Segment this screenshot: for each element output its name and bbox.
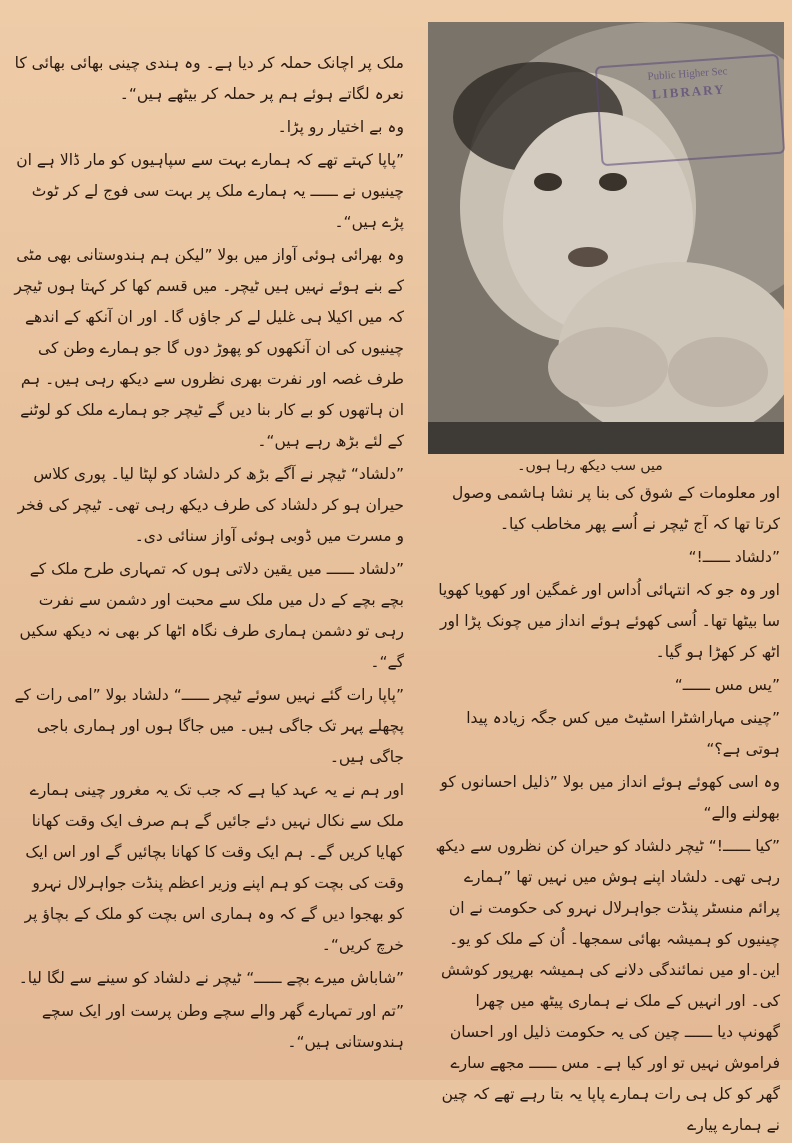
paragraph: اور وہ جو کہ انتہائی اُداس اور غمگین اور کھویا کھویا سا بیٹھا تھا۔ اُسی کھوئے ہوئے انداز میں چونک پڑا اور اٹھ کر کھڑا ہو گیا۔ xyxy=(438,581,780,661)
paragraph: وہ اسی کھوئے ہوئے انداز میں بولا ”ذلیل احسانوں کو بھولنے والے“ xyxy=(440,773,780,822)
paragraph: وہ بے اختیار رو پڑا۔ xyxy=(277,118,404,136)
right-text-column xyxy=(432,478,780,1143)
paragraph: ”چینی مہاراشٹرا اسٹیٹ میں کس جگہ زیادہ پیدا ہوتی ہے؟“ xyxy=(466,709,780,758)
paragraph: ”کیا ــــــ!“ ٹیچر دلشاد کو حیران کن نظروں سے دیکھ رہی تھی۔ دلشاد اپنے ہوش میں نہیں تھا ”ہمارے پرائم منسٹر پنڈت جواہرلال نہرو کی حکومت نے ان چینیوں کو ہمیشہ بھائی سمجھا۔ اُن کے ملک کو یو۔این۔او میں نمائندگی دلانے کی ہمیشہ بھرپور کوشش کی۔ اور انہیں کے ملک نے ہماری پیٹھ میں چھرا گھونپ دیا ــــــ چین کی یہ حکومت ذلیل اور احسان فراموش نہیں تو اور کیا ہے۔ مس ــــــ مجھے سارے گھر کو کل ہی رات ہمارے پاپا یہ بتا رہے تھے کہ چین نے ہمارے پیارے xyxy=(435,837,780,1134)
paragraph: ”یس مس ــــــ“ xyxy=(674,676,780,694)
library-stamp xyxy=(595,54,786,167)
left-text-column xyxy=(14,48,404,1060)
stamp-text: Public Higher Sec xyxy=(647,65,728,83)
paragraph: ”دلشاد ــــــ!“ xyxy=(688,548,780,566)
paragraph: ”تم اور تمہارے گھر والے سچے وطن پرست اور ایک سچے ہندوستانی ہیں“۔ xyxy=(41,1002,404,1051)
paragraph: ”پاپا رات گئے نہیں سوئے ٹیچر ــــــ“ دلشاد بولا ”امی رات کے پچھلے پہر تک جاگی ہیں۔ میں جاگا ہوں اور ہماری باجی جاگی ہیں۔ xyxy=(14,686,404,766)
paragraph: ”شاباش میرے بچے ــــــ“ ٹیچر نے دلشاد کو سینے سے لگا لیا۔ xyxy=(18,969,404,987)
paragraph: ملک پر اچانک حملہ کر دیا ہے۔ وہ ہندی چینی بھائی بھائی کا نعرہ لگاتے ہوئے ہم پر حملہ کر بیٹھے ہیں“۔ xyxy=(14,54,404,103)
paragraph: ”دلشاد“ ٹیچر نے آگے بڑھ کر دلشاد کو لپٹا لیا۔ پوری کلاس حیران ہو کر دلشاد کی طرف دیکھ رہی تھی۔ ٹیچر کی فخر و مسرت میں ڈوبی ہوئی آواز سنائی دی۔ xyxy=(17,465,404,545)
paragraph: وہ بھرائی ہوئی آواز میں بولا ”لیکن ہم ہندوستانی بھی مٹی کے بنے ہوئے نہیں ہیں ٹیچر۔ میں قسم کھا کر کہتا ہوں ٹیچر کہ میں اکیلا ہی غلیل لے کر جاؤں گا۔ اور ان آنکھ کے اندھے چینیوں کی ان آنکھوں کو پھوڑ دوں گا جو ہمارے وطن کی طرف غصہ اور نفرت بھری نظروں سے دیکھ رہی ہیں۔ ہم ان ہاتھوں کو بے کار بنا دیں گے ٹیچر جو ہمارے ملک کو لوٹنے کے لئے بڑھ رہے ہیں“۔ xyxy=(14,246,404,450)
paragraph: اور ہم نے یہ عہد کیا ہے کہ جب تک یہ مغرور چینی ہمارے ملک سے نکال نہیں دئے جائیں گے ہم صرف ایک وقت کھانا کھایا کریں گے۔ ہم ایک وقت کا کھانا بچائیں گے اور اس ایک وقت کی بچت کو ہم اپنے وزیر اعظم پنڈت جواہرلال نہرو کو بھجوا دیں گے کہ وہ ہماری اس بچت کو ملک کے بچاؤ پر خرچ کریں“۔ xyxy=(24,781,404,954)
paragraph: ”پاپا کہتے تھے کہ ہمارے بہت سے سپاہیوں کو مار ڈالا ہے ان چینیوں نے ــــــ یہ ہمارے ملک پر بہت سی فوج لے کر ٹوٹ پڑے ہیں“۔ xyxy=(16,151,404,231)
paragraph: ”دلشاد ــــــ میں یقین دلاتی ہوں کہ تمہاری طرح ملک کے بچے بچے کے دل میں ملک سے محبت اور دشمن سے نفرت رہی تو دشمن ہماری طرف نگاہ اٹھا کر بھی نہ دیکھ سکیں گے“۔ xyxy=(19,560,404,671)
stamp-title: LIBRARY xyxy=(651,81,726,102)
paragraph: اور معلومات کے شوق کی بنا پر نشا ہاشمی وصول کرتا تھا کہ آج ٹیچر نے اُسے پھر مخاطب کیا۔ xyxy=(452,484,780,533)
photo-caption: میں سب دیکھ رہا ہوں۔ xyxy=(517,458,663,474)
